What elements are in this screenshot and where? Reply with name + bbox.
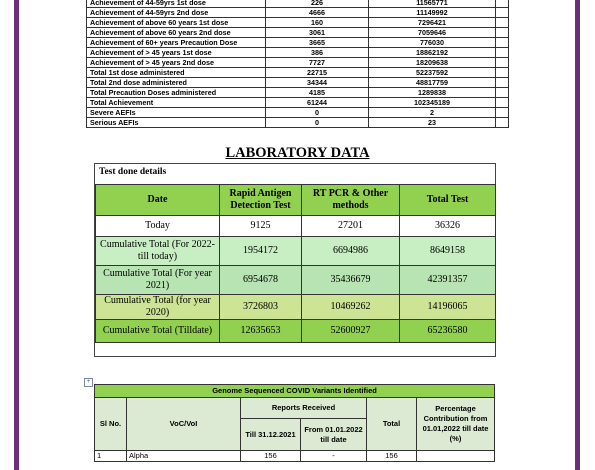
vacc-cumulative-cell: 11149992 <box>369 8 496 18</box>
lab-row <box>96 320 496 343</box>
lab-row <box>96 266 496 295</box>
lab-rtpcr-cell: 6694986 <box>302 237 400 266</box>
vacc-spacer-cell <box>496 88 509 98</box>
lab-header-rapid: Rapid Antigen Detection Test <box>220 185 302 216</box>
vacc-spacer-cell <box>496 28 509 38</box>
lab-data-box <box>94 163 496 357</box>
lab-header-rtpcr: RT PCR & Other methods <box>302 185 400 216</box>
vacc-today-cell: 4666 <box>266 8 369 18</box>
vacc-label-cell: Serious AEFIs <box>87 118 266 128</box>
lab-total-cell: 36326 <box>400 216 496 237</box>
genome-header-percentage: Percentage Contribution from 01.01,2022 till date (%) <box>417 398 495 451</box>
table-row <box>87 0 509 8</box>
vacc-today-cell: 226 <box>266 0 369 8</box>
vacc-cumulative-cell: 776030 <box>369 38 496 48</box>
lab-date-cell: Cumulative Total (For 2022- till today) <box>96 237 220 266</box>
table-row <box>87 18 509 28</box>
lab-caption: Test done details <box>99 167 167 177</box>
vacc-today-cell: 3665 <box>266 38 369 48</box>
table-row <box>87 78 509 88</box>
vacc-today-cell: 3061 <box>266 28 369 38</box>
vacc-label-cell: Total Precaution Doses administered <box>87 88 266 98</box>
table-row <box>87 48 509 58</box>
genome-pct-cell <box>417 451 495 462</box>
vacc-spacer-cell <box>496 8 509 18</box>
table-row <box>87 88 509 98</box>
vacc-cumulative-cell: 52237592 <box>369 68 496 78</box>
lab-rapid-cell: 3726803 <box>220 295 302 320</box>
genome-title-row <box>95 385 495 398</box>
lab-total-cell: 65236580 <box>400 320 496 343</box>
vacc-label-cell: Achievement of > 45 years 1st dose <box>87 48 266 58</box>
genome-header-sl: Sl No. <box>95 398 127 451</box>
genome-from-cell: - <box>301 451 367 462</box>
vacc-today-cell: 4185 <box>266 88 369 98</box>
lab-rtpcr-cell: 52600927 <box>302 320 400 343</box>
table-row <box>87 8 509 18</box>
vacc-today-cell: 0 <box>266 108 369 118</box>
vacc-cumulative-cell: 2 <box>369 108 496 118</box>
vacc-spacer-cell <box>496 58 509 68</box>
vacc-label-cell: Total 1st dose administered <box>87 68 266 78</box>
lab-date-cell: Cumulative Total (for year 2020) <box>96 295 220 320</box>
lab-table <box>95 184 496 343</box>
lab-total-cell: 14196065 <box>400 295 496 320</box>
vacc-cumulative-cell: 11565771 <box>369 0 496 8</box>
genome-row <box>95 451 495 462</box>
vacc-spacer-cell <box>496 48 509 58</box>
vacc-spacer-cell <box>496 38 509 48</box>
genome-header-from: From 01.01.2022 till date <box>301 419 367 451</box>
lab-total-cell: 8649158 <box>400 237 496 266</box>
vacc-cumulative-cell: 102345189 <box>369 98 496 108</box>
vacc-cumulative-cell: 7296421 <box>369 18 496 28</box>
genome-header-reports: Reports Received <box>241 398 367 419</box>
table-row <box>87 58 509 68</box>
table-move-handle-icon[interactable]: + <box>84 378 93 387</box>
vacc-spacer-cell <box>496 108 509 118</box>
genome-header-voc: VoC/VoI <box>127 398 241 451</box>
vacc-cumulative-cell: 1289838 <box>369 88 496 98</box>
table-row <box>87 28 509 38</box>
table-row <box>87 38 509 48</box>
vacc-cumulative-cell: 18209638 <box>369 58 496 68</box>
lab-header-row <box>96 185 496 216</box>
lab-date-cell: Today <box>96 216 220 237</box>
lab-row <box>96 295 496 320</box>
vacc-spacer-cell <box>496 98 509 108</box>
vacc-label-cell: Achievement of 60+ years Precaution Dose <box>87 38 266 48</box>
table-row <box>87 118 509 128</box>
lab-total-cell: 42391357 <box>400 266 496 295</box>
vacc-today-cell: 386 <box>266 48 369 58</box>
vacc-today-cell: 7727 <box>266 58 369 68</box>
lab-header-date: Date <box>96 185 220 216</box>
vacc-cumulative-cell: 7059646 <box>369 28 496 38</box>
lab-rtpcr-cell: 35436679 <box>302 266 400 295</box>
table-row <box>87 68 509 78</box>
genome-variants-table <box>94 384 495 462</box>
vacc-cumulative-cell: 18862192 <box>369 48 496 58</box>
vacc-label-cell: Achievement of 44-59yrs 1st dose <box>87 0 266 8</box>
vacc-label-cell: Total 2nd dose administered <box>87 78 266 88</box>
lab-rapid-cell: 9125 <box>220 216 302 237</box>
genome-name-cell: Alpha <box>127 451 241 462</box>
vacc-spacer-cell <box>496 78 509 88</box>
lab-date-cell: Cumulative Total (For year 2021) <box>96 266 220 295</box>
genome-header-row-1 <box>95 398 495 419</box>
table-row <box>87 108 509 118</box>
vacc-label-cell: Achievement of > 45 years 2nd dose <box>87 58 266 68</box>
vacc-today-cell: 61244 <box>266 98 369 108</box>
vacc-today-cell: 0 <box>266 118 369 128</box>
page-border-left <box>14 0 19 470</box>
genome-till-cell: 156 <box>241 451 301 462</box>
vacc-today-cell: 34344 <box>266 78 369 88</box>
lab-rapid-cell: 12635653 <box>220 320 302 343</box>
genome-total-cell: 156 <box>367 451 417 462</box>
lab-rapid-cell: 6954678 <box>220 266 302 295</box>
vacc-label-cell: Severe AEFIs <box>87 108 266 118</box>
vacc-label-cell: Achievement of above 60 years 2nd dose <box>87 28 266 38</box>
genome-header-total: Total <box>367 398 417 451</box>
vacc-spacer-cell <box>496 68 509 78</box>
vacc-label-cell: Total Achievement <box>87 98 266 108</box>
lab-rapid-cell: 1954172 <box>220 237 302 266</box>
genome-header-till: Till 31.12.2021 <box>241 419 301 451</box>
vaccination-table <box>86 0 509 128</box>
vacc-spacer-cell <box>496 0 509 8</box>
page-border-right <box>575 0 580 470</box>
table-row <box>87 98 509 108</box>
genome-title: Genome Sequenced COVID Variants Identified <box>95 385 495 398</box>
vacc-today-cell: 22715 <box>266 68 369 78</box>
vacc-today-cell: 160 <box>266 18 369 28</box>
lab-row <box>96 216 496 237</box>
vacc-cumulative-cell: 23 <box>369 118 496 128</box>
genome-sl-cell: 1 <box>95 451 127 462</box>
vacc-spacer-cell <box>496 18 509 28</box>
vacc-label-cell: Achievement of 44-59yrs 2nd dose <box>87 8 266 18</box>
vacc-cumulative-cell: 48817759 <box>369 78 496 88</box>
lab-header-total: Total Test <box>400 185 496 216</box>
lab-rtpcr-cell: 27201 <box>302 216 400 237</box>
lab-row <box>96 237 496 266</box>
vacc-label-cell: Achievement of above 60 years 1st dose <box>87 18 266 28</box>
lab-date-cell: Cumulative Total (Tilldate) <box>96 320 220 343</box>
vacc-spacer-cell <box>496 118 509 128</box>
lab-section-title: LABORATORY DATA <box>225 145 370 161</box>
lab-rtpcr-cell: 10469262 <box>302 295 400 320</box>
